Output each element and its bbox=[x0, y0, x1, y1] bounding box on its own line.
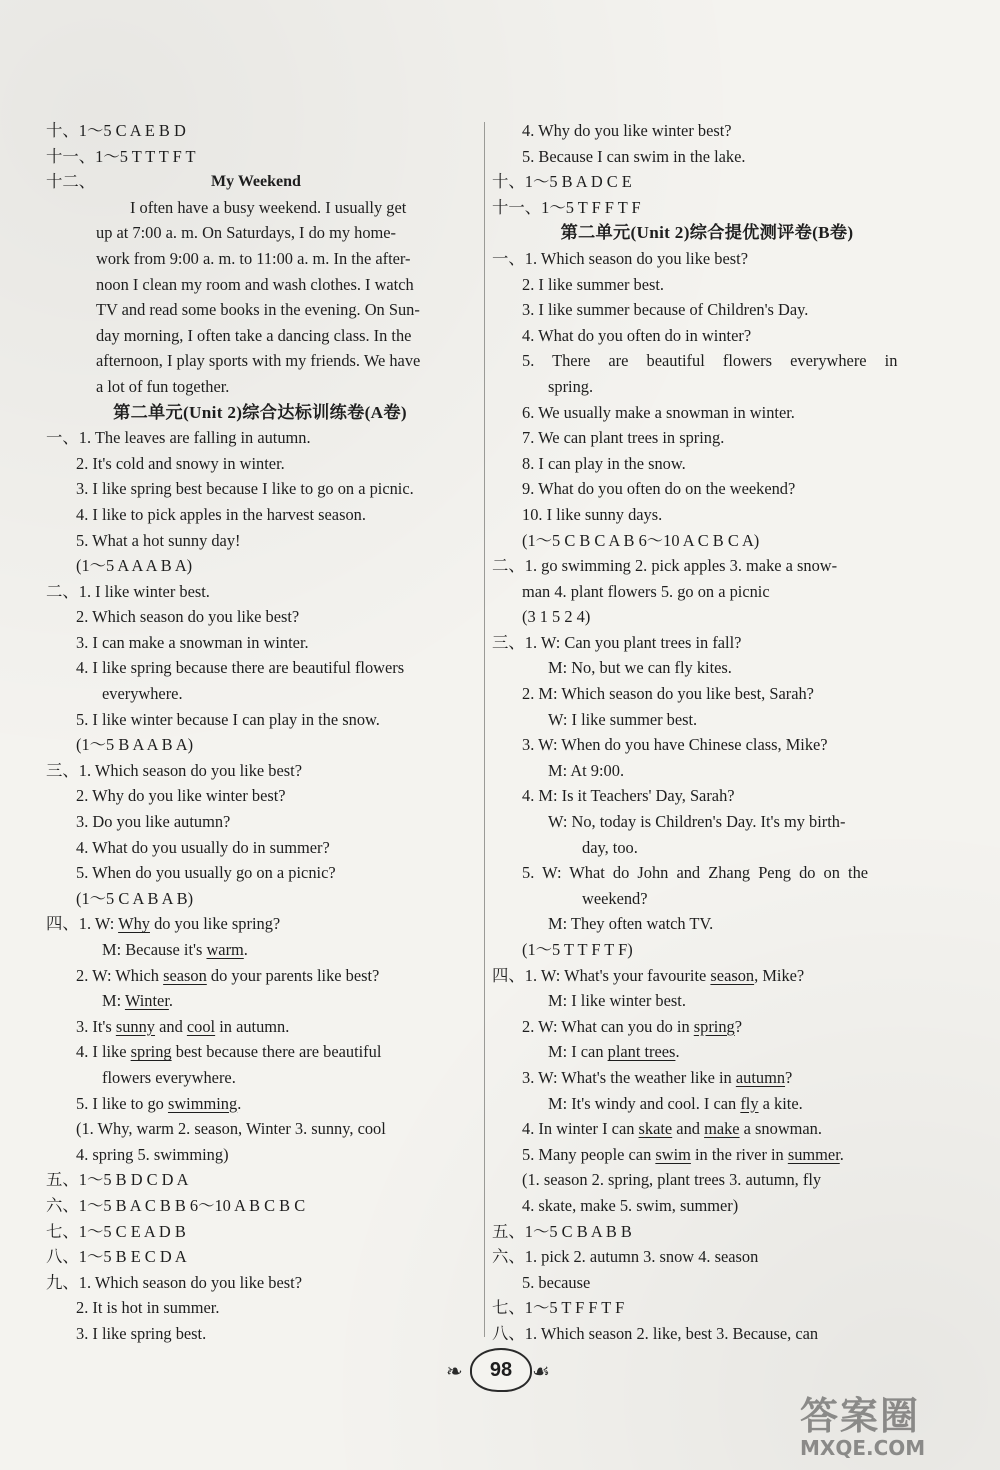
answer-line: spring. bbox=[548, 376, 594, 396]
answer-line: (1. season 2. spring, plant trees 3. autumn, fly bbox=[522, 1170, 822, 1190]
answer-line: 3. W: What's the weather like in autumn? bbox=[522, 1067, 793, 1087]
answer-line: 八、1～5 B E C D A bbox=[46, 1247, 187, 1267]
answer-line: 3. I like summer because of Children's Day. bbox=[522, 300, 809, 320]
answer-line: 2. It's cold and snowy in winter. bbox=[76, 453, 285, 473]
answer-line: 4. M: Is it Teachers' Day, Sarah? bbox=[522, 786, 735, 806]
watermark-url: MXQE.COM bbox=[800, 1436, 926, 1460]
answer-line: 3. W: When do you have Chinese class, Mike? bbox=[522, 735, 828, 755]
answer-line: 3. Do you like autumn? bbox=[76, 812, 231, 832]
essay-title: My Weekend bbox=[211, 173, 301, 191]
left-column bbox=[46, 118, 474, 1347]
essay-line: afternoon, I play sports with my friends. We have bbox=[96, 351, 421, 371]
watermark bbox=[800, 1385, 990, 1465]
answer-line: 5. I like winter because I can play in the snow. bbox=[76, 709, 380, 729]
answer-line: 十一、1～5 T F F T F bbox=[492, 197, 641, 217]
section-heading-b: 第二单元(Unit 2)综合提优测评卷(B卷) bbox=[560, 223, 854, 243]
answer-line: 六、1. pick 2. autumn 3. snow 4. season bbox=[492, 1247, 759, 1267]
answer-line: flowers everywhere. bbox=[102, 1067, 236, 1087]
answer-line: M: It's windy and cool. I can fly a kite. bbox=[548, 1093, 803, 1113]
answer-line: 十一、1～5 T T T F T bbox=[46, 146, 196, 166]
watermark-text: 答案圈 bbox=[800, 1394, 921, 1438]
answer-line: 9. What do you often do on the weekend? bbox=[522, 479, 796, 499]
answer-line: (1. Why, warm 2. season, Winter 3. sunny, cool bbox=[76, 1119, 386, 1139]
answer-line: M: They often watch TV. bbox=[548, 914, 714, 934]
answer-line: 八、1. Which season 2. like, best 3. Because, can bbox=[492, 1323, 819, 1343]
right-column bbox=[492, 118, 922, 1347]
answer-line: 4. I like spring best because there are beautiful bbox=[76, 1042, 382, 1062]
answer-line: (1～5 T T F T F) bbox=[522, 940, 633, 959]
answer-line: 五、1～5 B D C D A bbox=[46, 1170, 189, 1190]
answer-line: 4. skate, make 5. swim, summer) bbox=[522, 1195, 739, 1215]
answer-line: 8. I can play in the snow. bbox=[522, 453, 686, 473]
page-number: 98 bbox=[470, 1348, 532, 1392]
answer-line: M: I like winter best. bbox=[548, 991, 686, 1011]
answer-line: 6. We usually make a snowman in winter. bbox=[522, 402, 795, 422]
answer-line: 3. I like spring best because I like to go on a picnic. bbox=[76, 479, 414, 499]
answer-line: 2. W: Which season do your parents like best? bbox=[76, 965, 380, 985]
flourish-icon: ❧ bbox=[446, 1359, 463, 1383]
answer-line: 十、1～5 C A E B D bbox=[46, 121, 186, 140]
answer-line: 四、1. W: Why do you like spring? bbox=[46, 914, 281, 934]
essay-line: TV and read some books in the evening. On Sun- bbox=[96, 300, 420, 320]
answer-line: 七、1～5 T F F T F bbox=[492, 1298, 625, 1318]
answer-line: 九、1. Which season do you like best? bbox=[46, 1272, 302, 1292]
answer-line: everywhere. bbox=[102, 684, 183, 704]
answer-line: 五、1～5 C B A B B bbox=[492, 1221, 632, 1241]
answer-line: 六、1～5 B A C B B 6～10 A B C B C bbox=[46, 1195, 306, 1215]
answer-line: M: No, but we can fly kites. bbox=[548, 658, 732, 678]
answer-line: 一、1. The leaves are falling in autumn. bbox=[46, 428, 311, 448]
answer-line: 5. W: What do John and Zhang Peng do on the bbox=[522, 863, 869, 883]
essay-line: day morning, I often take a dancing class. In the bbox=[96, 325, 412, 345]
answer-line: 2. M: Which season do you like best, Sarah? bbox=[522, 684, 814, 704]
answer-line: 3. I like spring best. bbox=[76, 1323, 207, 1343]
answer-line: (1～5 C B C A B 6～10 A C B C A) bbox=[522, 530, 760, 550]
essay bbox=[46, 195, 474, 400]
essay-line: up at 7:00 a. m. On Saturdays, I do my home- bbox=[96, 223, 396, 243]
essay-line: work from 9:00 a. m. to 11:00 a. m. In the after- bbox=[96, 248, 411, 268]
answer-line: 5. Because I can swim in the lake. bbox=[522, 146, 746, 166]
answer-line: 三、1. Which season do you like best? bbox=[46, 760, 302, 780]
flourish-icon: ☙ bbox=[532, 1359, 550, 1383]
answer-line: W: I like summer best. bbox=[548, 709, 698, 729]
section-heading-a: 第二单元(Unit 2)综合达标训练卷(A卷) bbox=[113, 402, 407, 422]
answer-line: 5. What a hot sunny day! bbox=[76, 530, 241, 550]
answer-line: 10. I like sunny days. bbox=[522, 504, 663, 524]
answer-line: 3. I can make a snowman in winter. bbox=[76, 632, 309, 652]
essay-heading-line: 十二、 My Weekend bbox=[46, 169, 474, 195]
answer-line: 2. Which season do you like best? bbox=[76, 607, 300, 627]
answer-line: 4. I like spring because there are beautiful flowers bbox=[76, 658, 405, 678]
essay-line: a lot of fun together. bbox=[96, 376, 230, 396]
answer-line: weekend? bbox=[582, 888, 648, 908]
answer-line: M: Because it's warm. bbox=[102, 940, 248, 959]
answer-line: 5. because bbox=[522, 1272, 591, 1292]
answer-line: 二、1. go swimming 2. pick apples 3. make a snow- bbox=[492, 556, 838, 576]
page-number-badge bbox=[440, 1345, 560, 1395]
answer-line: 2. Why do you like winter best? bbox=[76, 786, 286, 806]
answer-line: 4. Why do you like winter best? bbox=[522, 121, 732, 140]
answer-line: 2. It is hot in summer. bbox=[76, 1298, 220, 1318]
answer-line: 4. What do you often do in winter? bbox=[522, 325, 752, 345]
answer-line: 二、1. I like winter best. bbox=[46, 581, 210, 601]
answer-line: 7. We can plant trees in spring. bbox=[522, 428, 725, 448]
answer-line: 2. W: What can you do in spring? bbox=[522, 1016, 743, 1036]
answer-line: 七、1～5 C E A D B bbox=[46, 1221, 186, 1241]
answer-line: day, too. bbox=[582, 837, 638, 857]
answer-line: 3. It's sunny and cool in autumn. bbox=[76, 1016, 290, 1036]
answer-line: man 4. plant flowers 5. go on a picnic bbox=[522, 581, 770, 601]
answer-line: 5. There are beautiful flowers everywhere in bbox=[522, 351, 898, 371]
answer-line: (1～5 B A A B A) bbox=[76, 735, 194, 755]
essay-line: noon I clean my room and wash clothes. I watch bbox=[96, 274, 414, 294]
answer-line: 5. I like to go swimming. bbox=[76, 1093, 242, 1113]
answer-line: 4. I like to pick apples in the harvest season. bbox=[76, 504, 366, 524]
answer-line: 4. In winter I can skate and make a snowman. bbox=[522, 1119, 822, 1139]
answer-line: 四、1. W: What's your favourite season, Mike? bbox=[492, 965, 805, 985]
column-divider bbox=[484, 122, 485, 1337]
answer-line: 5. Many people can swim in the river in summer. bbox=[522, 1144, 844, 1164]
answer-line: 三、1. W: Can you plant trees in fall? bbox=[492, 632, 742, 652]
answer-line: W: No, today is Children's Day. It's my birth- bbox=[548, 812, 846, 832]
essay-line: I often have a busy weekend. I usually get bbox=[130, 197, 407, 217]
answer-line: 5. When do you usually go on a picnic? bbox=[76, 863, 336, 883]
answer-line: 十、1～5 B A D C E bbox=[492, 172, 632, 192]
answer-line: 4. What do you usually do in summer? bbox=[76, 837, 330, 857]
answer-line: M: At 9:00. bbox=[548, 760, 625, 780]
answer-line: (3 1 5 2 4) bbox=[522, 607, 591, 627]
answer-line: 2. I like summer best. bbox=[522, 274, 665, 294]
answer-line: 一、1. Which season do you like best? bbox=[492, 248, 748, 268]
answer-line: M: I can plant trees. bbox=[548, 1042, 680, 1062]
answer-line: (1～5 C A B A B) bbox=[76, 888, 194, 908]
answer-line: M: Winter. bbox=[102, 991, 173, 1011]
answer-line: (1～5 A A A B A) bbox=[76, 556, 193, 576]
answer-line: 4. spring 5. swimming) bbox=[76, 1144, 229, 1164]
